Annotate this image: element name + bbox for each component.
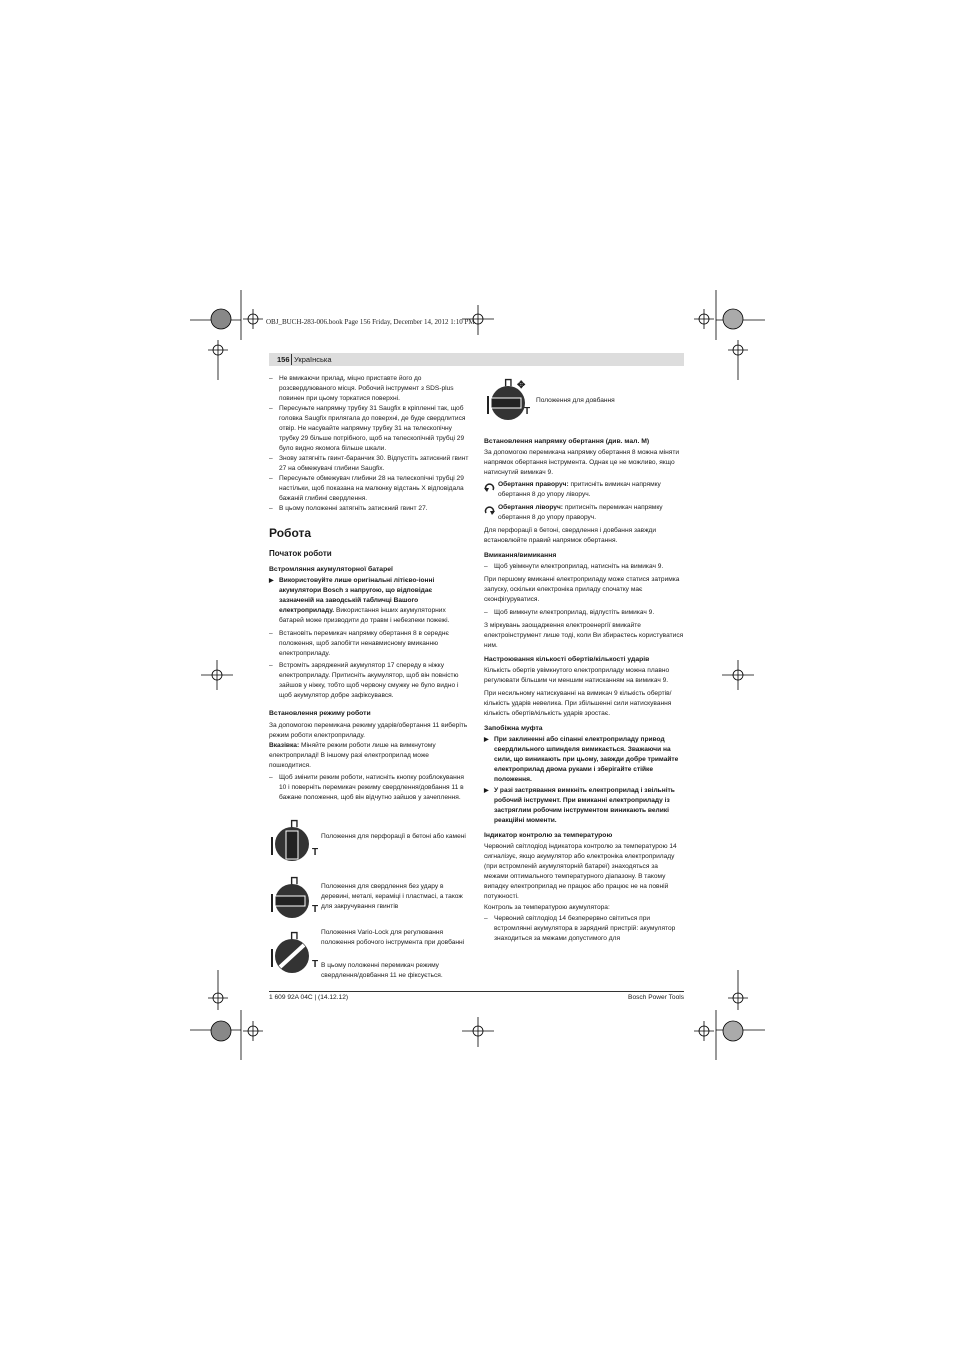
list-item: – Щоб вимкнути електроприлад, відпустіть вимикач 9. — [484, 608, 684, 618]
footer-brand: Bosch Power Tools — [628, 994, 684, 1001]
battery-warning — [269, 576, 469, 626]
subsection-title: Початок роботи — [269, 549, 332, 558]
clutch-warning: ▶ При заклиненні або сіпанні електроприладу привод свердлильного шпинделя вимикається. Зважаючи на сили, що виникають при цьому, завжди добре тримайте електроприлад двома руками і зберігайте стійке положення. — [484, 735, 684, 785]
right-rotation — [484, 480, 684, 500]
rotate-left-icon — [484, 505, 495, 516]
right-rotation-label: Обертання праворуч: — [498, 481, 569, 488]
direction-heading: Встановлення напрямку обертання (див. мал. M) — [484, 438, 650, 445]
hammer-drill-dial-icon — [268, 815, 318, 865]
list-item: – Пересуньте обмежувач глибини 28 на телескопічні трубці 29 настільки, щоб показана на малюнку відстань X відповідала бажаній глибині свердлення. — [269, 474, 469, 504]
footer-doc-number: 1 609 92A 04C | (14.12.12) — [269, 994, 349, 1001]
speed-text-2: При несильному натискуванні на вимикач 9 кількість обертів/кількість ударів невелика. При збільшенні сили натискування кількість обертів/кількість ударів зростає. — [484, 690, 672, 717]
svg-text:⊓: ⊓ — [290, 818, 299, 830]
list-item: – Не вмикаючи прилад, міцно приставте його до розсвердлюваного місця. Робочий інструмент з SDS-plus повинен при цьому торкатися поверхні. — [269, 374, 469, 404]
header-divider — [291, 354, 292, 365]
rotate-right-icon — [484, 482, 495, 493]
svg-text:T: T — [524, 406, 531, 417]
direction-text: За допомогою перемикача напрямку обертання 8 можна міняти напрямок обертання інструмента. Однак це не можливо, якщо натиснутий вимикач 9. — [484, 449, 680, 476]
left-rotation-text: притисніть перемикач напрямку обертання 8 до упору праворуч. — [498, 504, 663, 521]
dial-caption-vario: Положення Vario-Lock для регулювання положення робочого інструмента при довбанні — [321, 929, 465, 946]
header-language: Українська — [294, 355, 332, 364]
left-rotation-label: Обертання ліворуч: — [498, 504, 563, 511]
right-rotation-text: притисніть вимикач напрямку обертання 8 до упору ліворуч. — [498, 481, 661, 498]
svg-text:⊓: ⊓ — [290, 875, 299, 887]
temp-text-2: Контроль за температурою акумулятора: — [484, 904, 610, 911]
svg-text:⊓: ⊓ — [290, 930, 299, 942]
list-item: – Встановіть перемикач напрямку обертання 8 в середнє положення, щоб запобігти ненавмисному вмиканню електроприладу. — [269, 629, 469, 659]
list-item: – Червоний світлодіод 14 безперервно світиться при встромлянні акумулятора в зарядний пристрій: акумулятор знаходиться за межами допустимого для — [484, 914, 684, 944]
mode-text: За допомогою перемикача режиму ударів/обертання 11 виберіть режим роботи електроприладу. — [269, 722, 468, 739]
left-column — [269, 374, 469, 803]
footer-rule — [269, 991, 684, 992]
drill-dial-icon — [268, 872, 318, 922]
battery-warning-rest: Використання інших акумуляторних батарей може призводити до травм і небезпеки пожежі. — [279, 607, 450, 624]
dial-caption-hammer: Положення для перфорації в бетоні або камені — [321, 833, 466, 840]
dial-caption-drill: Положення для свердлення без удару в деревині, металі, кераміці і пластмасі, а також для закручування гвинтів — [321, 883, 463, 910]
battery-heading: Встромляння акумуляторної батареї — [269, 566, 393, 573]
right-column — [484, 437, 684, 944]
mode-heading: Встановлення режиму роботи — [269, 710, 371, 717]
clutch-warning: ▶ У разі застрявання вимкніть електроприлад і звільніть робочий інструмент. При вмиканні електроприладу із застряглим робочим інструментом виникають великі реакційні моменти. — [484, 786, 684, 826]
vario-lock-dial-icon — [268, 927, 318, 977]
speed-heading: Настроювання кількості обертів/кількості ударів — [484, 656, 650, 663]
temp-heading: Індикатор контролю за температурою — [484, 832, 613, 839]
list-item: – Щоб змінити режим роботи, натисніть кнопку розблокування 10 і поверніть перемикач режиму свердлення/довбання 11 в бажане положення, щоб він відчутно зайшов у зачеплення. — [269, 773, 469, 803]
speed-text: Кількість обертів увімкнутого електроприладу можна плавно регулювати більшим чи меншим натисканням на вимикач 9. — [484, 667, 670, 684]
temp-text: Червоний світлодіод індикатора контролю за температурою 14 сигналізує, якщо акумулятор або електроніка електроприладу (при встромленій акумуляторній батареї) знаходяться за межами оптимального температурного діапазону. В такому випадку електроприлад не працює або працює не на повній потужності. — [484, 843, 677, 900]
delay-text: При першому вмиканні електроприладу може статися затримка запуску, оскільки електроніка приладу спочатку має сконфігуруватися. — [484, 576, 680, 603]
dial-caption-vario-note: В цьому положенні перемикач режиму свердлення/довбання 11 не фіксується. — [321, 962, 443, 979]
chisel-caption: Положення для довбання — [536, 397, 615, 404]
battery-warning-bold: Використовуйте лише оригінальні літієво-іонні акумулятори Bosch з напругою, що відповідає зазначеній на заводській табличці Вашого електроприладу. — [279, 577, 435, 614]
list-item: – В цьому положенні затягніть затискний гвинт 27. — [269, 504, 469, 514]
list-item: – Знову затягніть гвинт-баранчик 30. Відпустіть затискний гвинт 27 на обмежувачі глибини Saugfix. — [269, 454, 469, 474]
clutch-heading: Запобіжна муфта — [484, 725, 543, 732]
list-item: – Встроміть заряджений акумулятор 17 спереду в ніжку електроприладу. Притисніть акумулятор, щоб він повністю зайшов у ніжку, тобто щоб червону смужку не було видно і щоб акумулятор добре зафіксувався. — [269, 661, 469, 701]
list-item: – Пересуньте напрямну трубку 31 Saugfix в кріпленні так, щоб головка Saugfix прилягала до поверхні, де буде свердлитися отвір. Не насувайте напрямну трубку 31 на телескопічну трубку 29 більше потрібного, щоб на телескопічній трубці 29 було видно якомога більше шкали. — [269, 404, 469, 454]
energy-text: З міркувань заощадження електроенергії вмикайте електроінструмент лише тоді, коли Ви збираєтесь користуватися ним. — [484, 622, 684, 649]
svg-text:T: T — [312, 847, 318, 858]
left-rotation — [484, 503, 684, 523]
mode-note-label: Вказівка: — [269, 742, 300, 749]
onoff-heading: Вмикання/вимикання — [484, 552, 557, 559]
list-item: – Щоб увімкнути електроприлад, натисніть на вимикач 9. — [484, 562, 684, 572]
print-slug: OBJ_BUCH-283-006.book Page 156 Friday, December 14, 2012 1:10 PM — [266, 318, 475, 326]
svg-text:T: T — [312, 959, 318, 970]
svg-text:✥: ✥ — [517, 380, 526, 391]
section-title: Робота — [269, 526, 312, 540]
chisel-dial-icon — [484, 374, 534, 424]
svg-text:T: T — [312, 904, 318, 915]
page-number: 156 — [277, 355, 290, 364]
mode-note — [269, 741, 469, 771]
svg-text:⊓: ⊓ — [504, 377, 513, 389]
perforation-note: Для перфорації в бетоні, свердлення і довбання завжди встановлюйте правий напрямок обертання. — [484, 527, 657, 544]
mode-note-text: Міняйте режим роботи лише на вимкнутому електроприладі! В іншому разі електроприлад може пошкодитися. — [269, 742, 436, 769]
